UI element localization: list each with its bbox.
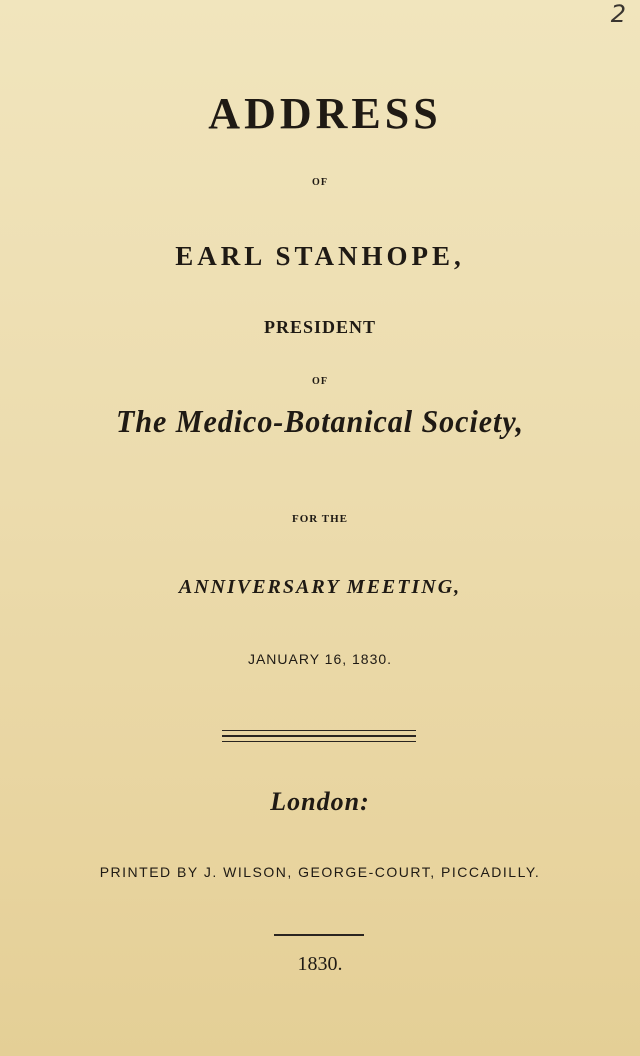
society-name: The Medico-Botanical Society,: [116, 403, 524, 439]
divider-rule-middle: [222, 735, 416, 737]
imprint-city: London:: [270, 787, 370, 816]
publication-year: 1830.: [297, 953, 343, 975]
year-rule: [274, 934, 364, 936]
of-connector-1: OF: [312, 177, 328, 188]
author-role: PRESIDENT: [263, 317, 377, 337]
printer-imprint: PRINTED BY J. WILSON, GEORGE-COURT, PICCADILLY.: [99, 864, 541, 880]
address-title: ADDRESS: [208, 89, 442, 138]
divider-rule-bottom: [222, 741, 416, 742]
of-connector-2: OF: [312, 376, 328, 387]
author-name: EARL STANHOPE,: [175, 241, 465, 271]
for-the-label: FOR THE: [291, 513, 348, 525]
meeting-name: ANNIVERSARY MEETING,: [178, 576, 462, 598]
divider-rule-top: [222, 730, 416, 731]
meeting-date: JANUARY 16, 1830.: [247, 651, 393, 667]
page-number-mark: 2: [610, 0, 626, 28]
